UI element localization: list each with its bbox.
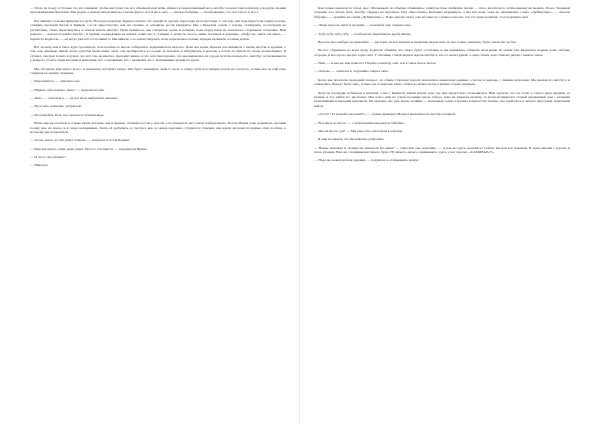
paragraph: Мы обсудили ещё много всего, и незаметно наступил вечер. Как будто повинуясь чьей-то воле, к концу пути пассажиров почти не осталось, только мы да ещё пара стариков на задних сиденьях. (30, 66, 286, 76)
paragraph: «Стоп!!! Та каааайа хорошая!!!» — громко крикнула Маша и выскочила из автобуса первой. (318, 112, 456, 117)
paragraph: — Никогда! (30, 163, 48, 168)
paragraph: — И часто она плавает? (30, 155, 66, 160)
right-page (300, 0, 600, 424)
paragraph: Дети на площадке побежали к качелям, а мы с Кариной пошли искать дом, где нам предстояло остановиться. Нам сказали, что он стоит у самого края деревни, за речкой, и что найти его несложно. Мы долго шли по узкой тропинке вдоль забора, пока не увидели калитку, за которой виднелся старый деревянный дом с резными наличниками и высоким крыльцом. На крыльце нас уже ждала хозяйка — маленькая седая старушка в цветастом платке, она улыбалась и махала нам рукой, приглашая войти. (314, 90, 570, 108)
paragraph: — Я и не знала, что Ба умеет плавать, — поведала толстая Карина. (30, 138, 130, 143)
paragraph: — Не волнуйся, Роза, все сделано в лучшем виде. (30, 112, 105, 117)
paragraph: — Надо же, какая уютная деревня, — подумала я, оглядываясь вокруг. (314, 158, 420, 163)
paragraph: — Наш, — и как же нам повезло! Глядите, повсюду снег, и всё такое белое-белое! (314, 61, 437, 66)
paragraph: Вы хоть кого-нибудь потревожите, — ругались на нас Карина и сидевшая рядом тётя, но мы только смеялись, будто звали нас на бал. (318, 39, 517, 44)
paragraph: — Тубу-тубу-тубу-тубу, — изображала барабанную дробь Маша. (314, 31, 411, 36)
paragraph: Когда мы проехали очередной поворот, по обеим сторонам дороги показались невысокие домики, а потом и церковь с синими куполами. Мы вышли из автобуса и огляделись. Вокруг было тихо, только где-то вдалеке лаяла собака да шумел ветер в ветвях старых деревьев. (314, 77, 570, 87)
paragraph: — Видите себя хорошо, мило? — пророкотала Ба. (30, 87, 105, 92)
paragraph: Без лишних слов мы двинулись в путь. Но когда подошли, Крыска сказала, что придётся сделать пересадку на полустанке. С тех пор, как туда перестали ходить поезда, станцию прозвали Белой и Кривой, а в её окрестностях, как ни странно, в основном росли кипарисы. Мы с Крыской сошли с поезда, оглянулись, посмотрели на расписание, снова переглянулись и пошли искать автобус. Идти пришлось, как говорится, вдоль и поперёк, пока перед нами не показалась старенькая остановка. Нам повезло — вскоре подошёл автобус, и скрипя, подпрыгивая на кочках, повёз нас к станции, а затем по шоссе, мимо посёлков и деревень. «Тьфу-ты, опять эти ямы», — бормотал водитель, — «и когда уже всё это починят?» Мы кивали, а за окном тянулись поля, перелески и холмы, изредка мелькали огоньки домов. (30, 18, 286, 41)
paragraph: — Ясно, — ответила я, — ну вот мы и выбрались наконец. (30, 96, 118, 101)
paragraph: Но вот, обращаясь ко всем сразу, водитель объявил, что скоро будет остановка, и мы принялись собирать свои вещи. За окном уже виднелись первые дома, заборы, огороды, и кое-где во дворах горел свет. У обочины стояли люди и ждали автобуса, кто-то махал рукой, а одна собака долго бежала рядом с нами и лаяла. (314, 48, 570, 57)
paragraph: Я ещё не верила, что мы наконец добрались. (318, 137, 385, 142)
paragraph: — Мы на месте, ура! — Мы радостно захлопали в ладоши. (314, 128, 403, 133)
paragraph: — Похоже, — отвечала я, задумчиво глядя в окно. (314, 69, 389, 74)
right-page-text (314, 6, 570, 163)
paragraph: Наша еще раз поехала в старые кущи, которые, как и прежде, спокойно росли у дороги, а на поворотах нас слегка подбрасывало. Потом Мария тоже задремала, склонив голову мне на плечо, и я сидел неподвижно, боясь её разбудить, и смотрел, как за окном медленно сгущаются сумерки, как вдали загораются первые огни посёлка, к которому мы подъезжали. (30, 121, 286, 135)
paragraph: — Ещё немного, — заметила она. (30, 79, 81, 84)
paragraph: — Ну и тебе, девчонка, добраться! (30, 104, 82, 109)
left-page-text (30, 6, 286, 168)
paragraph: — Ещё как умеет, очень даже умеет. Просто стесняется, — поддакнула Ирина. (30, 146, 148, 151)
paragraph: Как только выехали за город, мы с Маленькой, по обычаю обнявшись, затянули свою любимую песню — тихо, вполголоса, чтобы никому не мешать. Пока с Кариной спорили, кто лучше поёт, автобус свернул на просёлок. Под «Ярославль» Катенька вздремнула, а мы всё пели, пока не закончились слова. «Дубинушку», — сказала бабушка, — «давайте-ка споём «Дубинушку»». И мы запели снова, уже все вместе, громко и весело, так что даже водитель стал подпевать нам. (314, 6, 570, 19)
paragraph: Вот почему нам и было куда торопиться, хотя вообще-то мы не собирались задерживаться надолго. Пока мы ехали, Крыска рассказывала о своём детстве в деревне, о том, как однажды зимой, когда сугробы были выше окон, она пробиралась к соседке за молоком и заблудилась в метели, а потом её нашли по звону колокольчика. Я слушал, смотрел в окно и думал, что вот так, незаметно, проходит жизнь, и что всё-таки хорошо, что мы вырвались из города хотя бы ненадолго. Автобус останавливался у каждого столба, люди входили и выходили, кто с корзинами, кто с мешками, кто с маленькими детьми на руках. (30, 44, 286, 63)
paragraph: — Тогда не поеду я! Только это уж слишком: чтобы выступал так вот обычный мой зятёк, вбежал в переполненный весь автобус и начал там потрясать в воздухе своими неоплаченными билетами. Мы уедем, а деньги нам нужны на совсем другое, вот и весь сказ, — сказала бабушка, — неоправданно это, вот так-то и вот-с. (30, 6, 286, 15)
paragraph: — Новые девочки! А почему вы приехали без меня? — спросила она, ворчливо. — А как вы здесь оказались? Сейчас мы вам всё покажем. И чаем напоим с дороги, и спать уложим. Вам же с непривычки тяжело будет. Ну ничего, ничего, привыкнете, здесь у нас хорошо. «САМОВАР»?!» (314, 145, 570, 155)
paragraph: — Люди здесь не пьют и не курят, — пояснила она, открыв окно. (314, 23, 412, 28)
paragraph: — Вот мы и на месте, — с облегчением выдохнула бабушка. (314, 120, 405, 125)
